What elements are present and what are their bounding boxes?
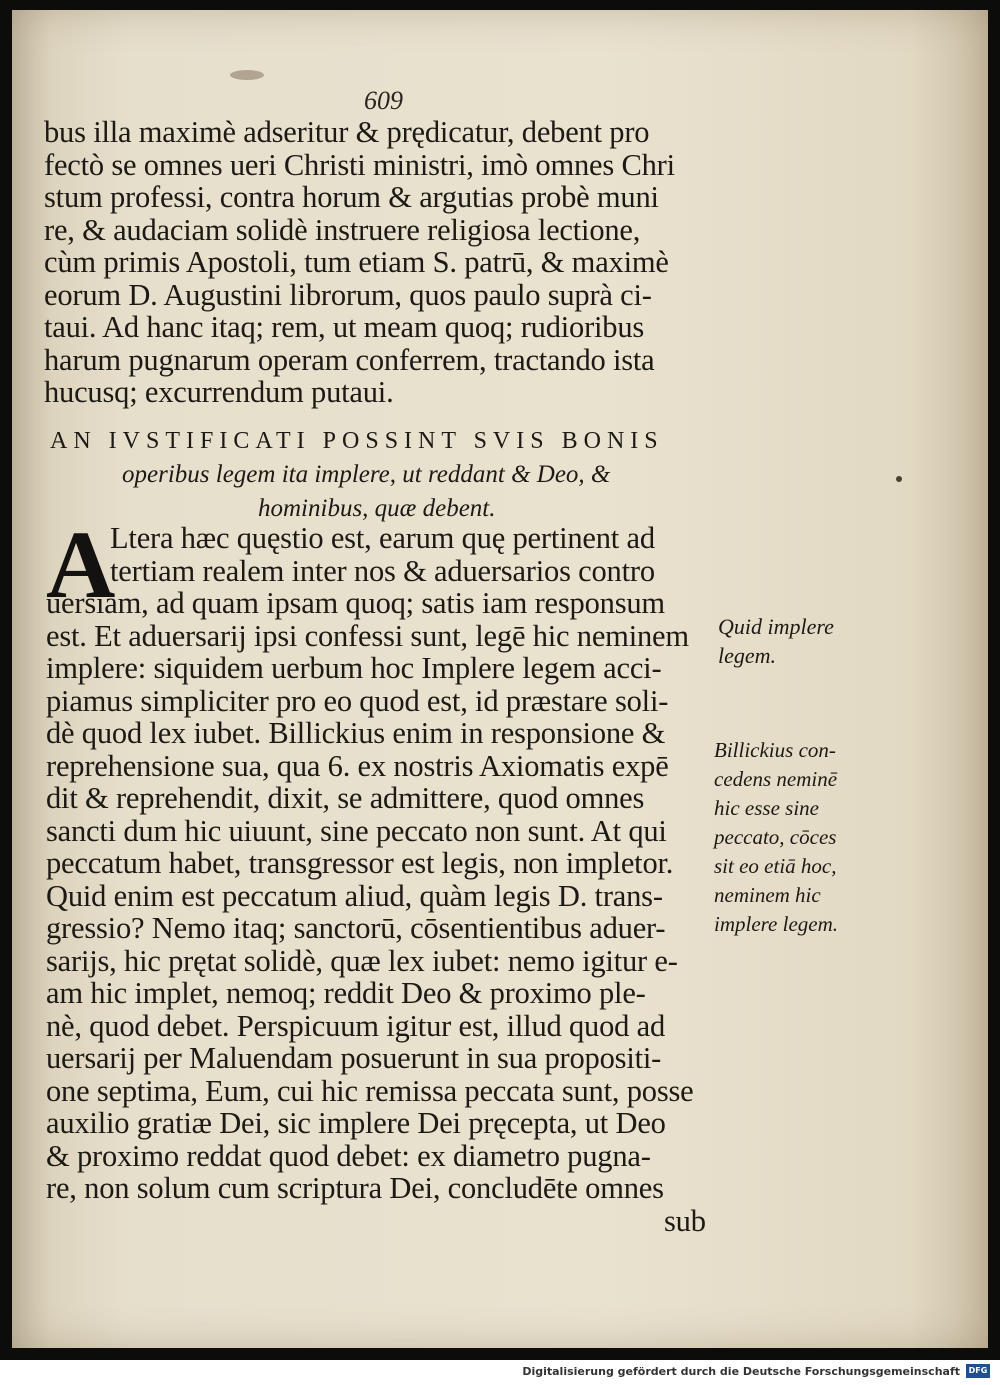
text-line: sarijs, hic prętat solidè, quæ lex iubet: nemo igitur e- [46,943,678,978]
text-line: nè, quod debet. Perspicuum igitur est, illud quod ad [46,1008,665,1043]
ink-smudge [230,70,264,80]
section-heading [50,424,750,526]
page-number: 609 [364,86,403,115]
text-line: est. Et aduersarij ipsi confessi sunt, legē hic neminem [46,618,689,653]
text-line: dè quod lex iubet. Billickius enim in responsione & [46,716,666,750]
text-line: piamus simpliciter pro eo quod est, id præstare soli- [46,683,669,718]
margin-note-line: Billickius con- [714,738,836,762]
text-line: eorum D. Augustini librorum, quos paulo suprà ci- [44,277,652,312]
text-line: bus illa maximè adseritur & prędicatur, debent pro [44,115,650,149]
text-line: am hic implet, nemoq; reddit Deo & proximo ple- [46,976,646,1010]
text-line: taui. Ad hanc itaq; rem, ut meam quoq; rudioribus [44,310,645,344]
text-line: sancti dum hic uiuunt, sine peccato non sunt. At qui [46,813,667,848]
funding-credit: Digitalisierung gefördert durch die Deutsche Forschungsgemeinschaft [522,1365,960,1378]
text-line: hucusq; excurrendum putaui. [44,375,394,409]
text-line: tertiam realem inter nos & aduersarios contro [110,553,655,588]
text-line: re, non solum cum scriptura Dei, concludēte omnes [46,1171,664,1205]
text-line: one septima, Eum, cui hic remissa peccata sunt, posse [46,1073,694,1108]
dfg-logo: DFG [966,1364,990,1378]
heading-line: hominibus, quæ debent. [258,495,496,522]
ink-dot [896,476,902,482]
text-line: peccatum habet, transgressor est legis, non impletor. [46,846,674,880]
margin-note-line: neminem hic [714,883,821,907]
margin-note [718,612,834,670]
text-line: uersiam, ad quam ipsam quoq; satis iam responsum [46,586,665,620]
heading-line: AN IVSTIFICATI POSSINT SVIS BONIS [50,428,664,454]
text-line: fectò se omnes ueri Christi ministri, imò omnes Chri [44,147,675,182]
text-line: dit & reprehendit, dixit, se admittere, quod omnes [46,781,645,815]
drop-cap: A [46,511,116,618]
margin-note-line: implere legem. [714,912,839,936]
text-line: cùm primis Apostoli, tum etiam S. patrū, & maximè [44,245,669,279]
footer-bar [0,1360,1000,1385]
text-line: harum pugnarum operam conferrem, tractando ista [44,342,655,377]
margin-note-line: peccato, cōces [714,825,837,849]
text-line: re, & audaciam solidè instruere religiosa lectione, [44,212,641,247]
text-line: auxilio gratiæ Dei, sic implere Dei pręcepta, ut Deo [46,1106,666,1140]
margin-note-line: Quid implere [718,614,834,639]
text-line: uersarij per Maluendam posuerunt in sua propositi- [46,1041,662,1075]
heading-line: operibus legem ita implere, ut reddant & Deo, & [122,461,611,488]
margin-note-line: hic esse sine [714,796,819,820]
catchword: sub [664,1203,706,1238]
body-text-top [44,116,724,409]
text-line: reprehensione sua, qua 6. ex nostris Axiomatis expē [46,748,669,783]
text-line: Quid enim est peccatum aliud, quàm legis D. trans- [46,878,663,913]
text-line: Ltera hæc quęstio est, earum quę pertinent ad [110,521,655,555]
margin-note-line: sit eo etiā hoc, [714,854,837,878]
text-line: stum professi, contra horum & argutias probè muni [44,180,659,214]
margin-note [714,736,838,939]
margin-note-line: cedens neminē [714,767,838,791]
text-line: & proximo reddat quod debet: ex diametro pugna- [46,1138,651,1173]
body-text-main [46,511,726,1238]
margin-note-line: legem. [718,643,777,668]
text-line: gressio? Nemo itaq; sanctorū, cōsentientibus aduer- [46,911,666,945]
text-line: implere: siquidem uerbum hoc Implere legem acci- [46,651,662,685]
